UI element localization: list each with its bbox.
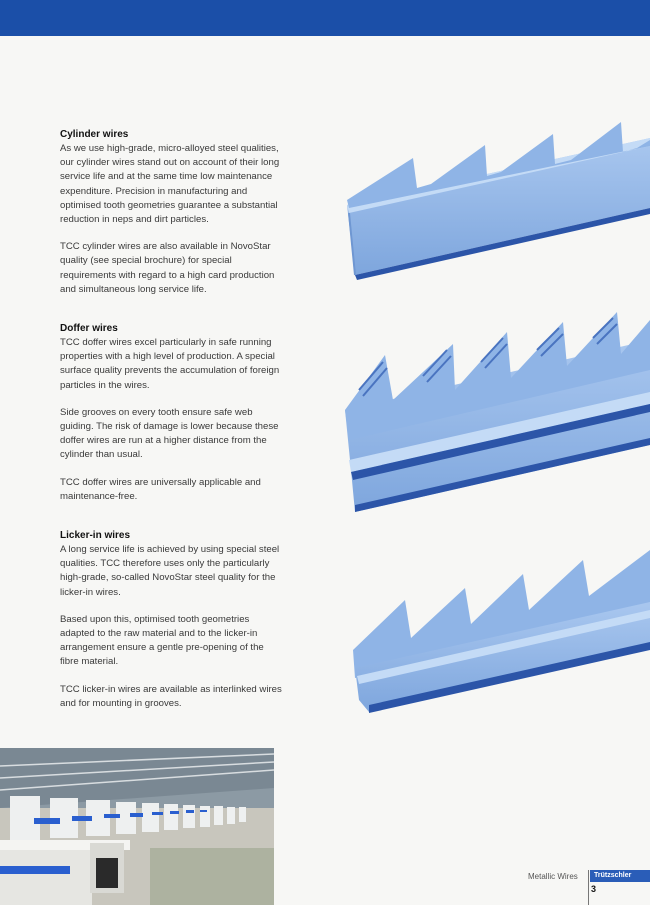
section-heading: Licker-in wires xyxy=(60,530,131,541)
paragraph: TCC doffer wires are universally applicable and maintenance-free. xyxy=(60,476,261,502)
paragraph: As we use high-grade, micro-alloyed steel qualities, our cylinder wires stand out on account of their long service life and at the same time low maintenance expenditure. Precision in manufacturing and optimised tooth geometries guarantee a substantial reduction in neps and dirt particles. xyxy=(60,143,280,226)
top-color-bar xyxy=(0,0,650,36)
carding-room-photo xyxy=(0,748,274,905)
cylinder-wire-illustration xyxy=(335,110,650,285)
section-cylinder-wires xyxy=(60,128,282,310)
paragraph: TCC cylinder wires are also available in NovoStar quality (see special brochure) for special requirements with regard to a high card production and simultaneous long service life. xyxy=(60,241,275,295)
section-doffer-wires xyxy=(60,322,282,517)
section-heading: Cylinder wires xyxy=(60,129,129,140)
brand-logo: Trützschler xyxy=(590,870,650,882)
page-number: 3 xyxy=(591,884,597,894)
footer-divider xyxy=(588,870,589,905)
paragraph: Side grooves on every tooth ensure safe web guiding. The risk of damage is lower because these doffer wires are run at a higher distance from the cylinder than usual. xyxy=(60,406,279,461)
section-lickerin-wires xyxy=(60,529,282,724)
paragraph: TCC doffer wires excel particularly in safe running properties with a high level of production. A special surface quality prevents the accumulation of foreign particles in the wires. xyxy=(60,337,280,391)
paragraph: Based upon this, optimised tooth geometries adapted to the raw material and to the licker-in arrangement ensure a gentle pre-opening of the fibre material. xyxy=(60,613,264,668)
paragraph: A long service life is achieved by using special steel qualities. TCC therefore uses only the particularly high-grade, so-called NovoStar steel quality for the licker-in wires. xyxy=(60,544,280,598)
lickerin-wire-illustration xyxy=(345,550,650,720)
section-heading: Doffer wires xyxy=(60,323,118,334)
doffer-wire-illustration xyxy=(335,300,650,515)
footer-section-label: Metallic Wires xyxy=(528,872,578,881)
paragraph: TCC licker-in wires are available as interlinked wires and for mounting in grooves. xyxy=(60,683,282,709)
